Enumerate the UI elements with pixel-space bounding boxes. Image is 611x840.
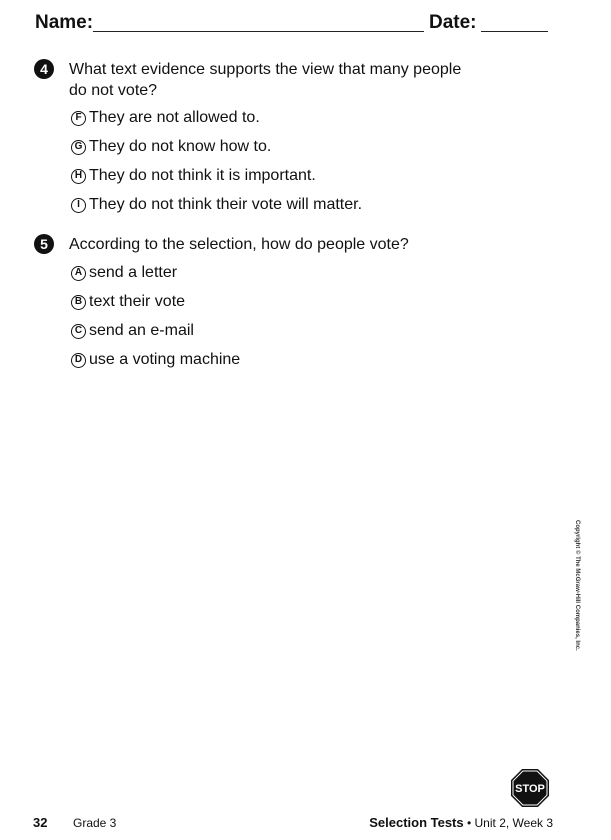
name-field-line[interactable]	[93, 31, 424, 32]
date-label: Date:	[429, 12, 477, 33]
answer-choice-i[interactable]	[71, 195, 362, 215]
page-number: 32	[33, 815, 48, 830]
answer-text: text their vote	[89, 293, 186, 310]
answer-bubble[interactable]: C	[71, 324, 86, 339]
answer-bubble[interactable]: G	[71, 140, 86, 155]
stop-sign-icon	[511, 769, 549, 807]
page-footer	[33, 815, 553, 831]
question-5	[34, 234, 474, 256]
answer-text: send a letter	[89, 264, 178, 281]
answer-bubble[interactable]: A	[71, 266, 86, 281]
answer-bubble[interactable]: D	[71, 353, 86, 368]
question-number-badge: 5	[34, 234, 54, 254]
answer-choice-a[interactable]	[71, 263, 177, 283]
answer-text: They do not think it is important.	[89, 167, 316, 184]
footer-bullet: •	[466, 816, 472, 830]
answer-choice-f[interactable]	[71, 108, 260, 128]
question-text: What text evidence supports the view that many people do not vote?	[69, 61, 462, 99]
question-4	[34, 59, 474, 103]
answer-text: send an e-mail	[89, 322, 194, 339]
answer-text: They are not allowed to.	[89, 109, 260, 126]
answer-text: They do not know how to.	[89, 138, 272, 155]
grade-label: Grade 3	[73, 816, 117, 830]
name-date-header	[35, 10, 550, 36]
question-number-badge: 4	[34, 59, 54, 79]
unit-week-label: Unit 2, Week 3	[474, 816, 553, 830]
answer-bubble[interactable]: H	[71, 169, 86, 184]
answer-choice-d[interactable]	[71, 350, 240, 370]
stop-sign-label: STOP	[515, 783, 545, 795]
date-field-line[interactable]	[481, 31, 548, 32]
answer-bubble[interactable]: F	[71, 111, 86, 126]
answer-choice-h[interactable]	[71, 166, 316, 186]
copyright-notice: Copyright © The McGraw-Hill Companies, Inc.	[574, 520, 580, 651]
answer-choice-b[interactable]	[71, 292, 185, 312]
series-title: Selection Tests	[369, 815, 464, 830]
answer-bubble[interactable]: B	[71, 295, 86, 310]
answer-choice-g[interactable]	[71, 137, 271, 157]
answer-text: use a voting machine	[89, 351, 241, 368]
footer-series-info	[369, 815, 553, 830]
answer-bubble[interactable]: I	[71, 198, 86, 213]
answer-choice-c[interactable]	[71, 321, 194, 341]
answer-text: They do not think their vote will matter.	[89, 196, 363, 213]
question-text: According to the selection, how do people vote?	[69, 236, 409, 253]
name-label: Name:	[35, 12, 94, 33]
